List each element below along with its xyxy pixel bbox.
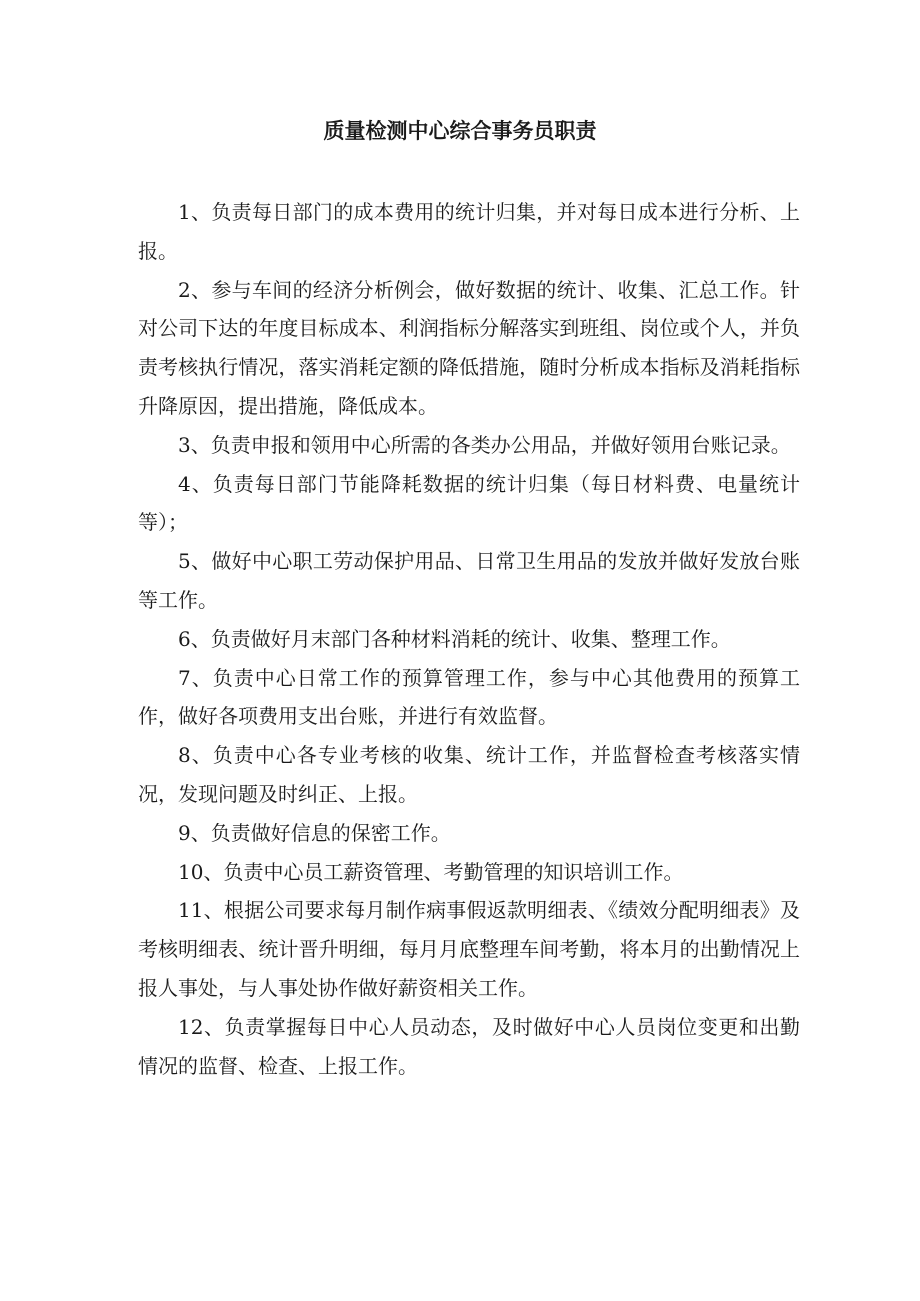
- duty-item-9: 9、负责做好信息的保密工作。: [178, 820, 451, 845]
- duty-item-11: 11、根据公司要求每月制作病事假返款明细表、《绩效分配明细表》及考核明细表、统计晋升明细，每月月底整理车间考勤，将本月的出勤情况上报人事处，与人事处协作做好薪资相关工作。: [138, 898, 800, 1000]
- duty-item-10: 10、负责中心员工薪资管理、考勤管理的知识培训工作。: [178, 859, 684, 884]
- duty-list: [138, 193, 800, 1085]
- duty-item-8: 8、负责中心各专业考核的收集、统计工作，并监督检查考核落实情况，发现问题及时纠正、上报。: [138, 743, 800, 806]
- document-title: 质量检测中心综合事务员职责: [323, 119, 597, 143]
- duty-item-12: 12、负责掌握每日中心人员动态，及时做好中心人员岗位变更和出勤情况的监督、检查、上报工作。: [138, 1014, 800, 1078]
- duty-item-7: 7、负责中心日常工作的预算管理工作，参与中心其他费用的预算工作，做好各项费用支出台账，并进行有效监督。: [138, 665, 800, 729]
- duty-item-3: 3、负责申报和领用中心所需的各类办公用品，并做好领用台账记录。: [178, 432, 791, 457]
- duty-item-4: 4、负责每日部门节能降耗数据的统计归集（每日材料费、电量统计等）；: [138, 471, 800, 535]
- duty-item-5: 5、做好中心职工劳动保护用品、日常卫生用品的发放并做好发放台账等工作。: [138, 549, 800, 612]
- duty-item-2: 2、参与车间的经济分析例会，做好数据的统计、收集、汇总工作。针对公司下达的年度目标成本、利润指标分解落实到班组、岗位或个人，并负责考核执行情况，落实消耗定额的降低措施，随时分析成本指标及消耗指标升降原因，提出措施，降低成本。: [138, 277, 800, 418]
- duty-item-6: 6、负责做好月末部门各种材料消耗的统计、收集、整理工作。: [178, 626, 731, 651]
- duty-item-1: 1、负责每日部门的成本费用的统计归集，并对每日成本进行分析、上报。: [138, 200, 800, 263]
